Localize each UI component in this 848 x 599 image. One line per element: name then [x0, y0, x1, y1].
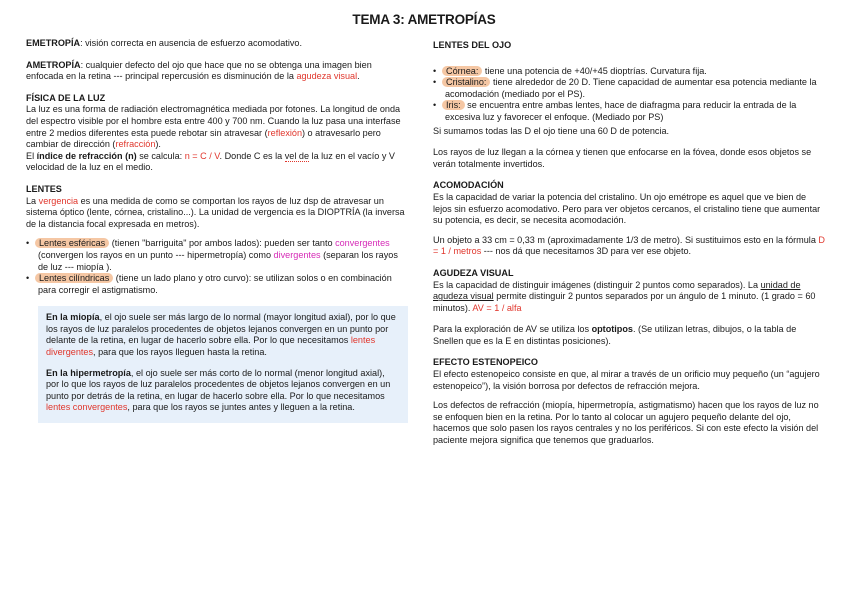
page-title: TEMA 3: AMETROPÍAS: [352, 12, 496, 27]
list-item: • Lentes esféricas (tienen "barriguita" por ambos lados): pueden ser tanto convergentes (convergen los rayos en un punto --- hipermetropía) como divergentes (separan los rayos de luz --- miopía ).: [26, 238, 410, 273]
emetropia-definition: EMETROPÍA: visión correcta en ausencia de esfuerzo acomodativo.: [26, 38, 302, 48]
lentes-section: LENTES La vergencia es una medida de como se comportan los rayos de luz dsp de atravesar un sistema óptico (lente, córnea, cristalino...). La unidad de vergencia es la DIOPTRÍA (la inversa de la distancia focal expresada en metros). • Lentes esféricas (tienen "barriguita" por ambos lados): pueden ser tanto convergentes (convergen los rayos en un punto --- hipermetropía) como divergentes (separan los rayos de luz --- miopía ). • Lentes cilíndricas (tiene un lado plano y otro curvo): se utilizan solos o en combinación para corregir el astigmatismo.: [26, 184, 410, 296]
hipermetropia-paragraph: En la hipermetropía, el ojo suele ser más corto de lo normal (menor longitud axial), por lo que los rayos de luz paralelos procedentes de objetos lejanos convergen en un punto por detrás de la retina, en lugar de hacerlo sobre ella. Por lo que necesitamos lentes convergentes, para que los rayos se juntes antes y lleguen a la retina.: [46, 367, 391, 413]
list-item: • Córnea: tiene una potencia de +40/+45 dioptrías. Curvatura fija.: [433, 66, 825, 78]
acomodacion-heading: ACOMODACIÓN: [433, 180, 504, 191]
estenopeico-heading: EFECTO ESTENOPEICO: [433, 357, 538, 368]
fisica-heading: FÍSICA DE LA LUZ: [26, 92, 106, 103]
sum-text: Si sumamos todas las D el ojo tiene una 60 D de potencia.: [433, 125, 670, 136]
focus-text: Los rayos de luz llegan a la córnea y tienen que enfocarse en la fóvea, donde esos objetos se verán totalmente invertidos.: [433, 147, 812, 169]
agudeza-section: AGUDEZA VISUAL Es la capacidad de distinguir imágenes (distinguir 2 puntos como separados). La unidad de agudeza visual permite distinguir 2 puntos separados por un ángulo de 1 minuto. (1 grado = 60 minutos). AV = 1 / alfa Para la exploración de AV se utiliza los optotipos. (Se utilizan letras, dibujos, o la tabla de Snellen que es la E en distintas posiciones).: [433, 268, 825, 348]
lentes-list: [26, 238, 410, 296]
left-column: [26, 38, 410, 423]
fisica-section: FÍSICA DE LA LUZ La luz es una forma de radiación electromagnética mediada por fotones. La longitud de onda del espectro visible por el hombre esta entre 400 y 700 nm. Cuando la luz pasa una interfase entre 2 medios diferentes esta puede rebotar sin atravesar (reflexión) o atravesarlo pero cambiar de dirección (refracción). El índice de refracción (n) se calcula: n = C / V. Donde C es la vel de la luz en el vacío y V velocidad de la luz en el medio.: [26, 93, 410, 174]
miopia-hipermetropia-box: [38, 306, 408, 423]
agudeza-heading: AGUDEZA VISUAL: [433, 267, 514, 278]
lentes-ojo-heading: LENTES DEL OJO: [433, 40, 512, 50]
list-item: • Lentes cilíndricas (tiene un lado plano y otro curvo): se utilizan solos o en combinación para corregir el astigmatismo.: [26, 273, 410, 296]
miopia-paragraph: En la miopía, el ojo suele ser más largo de lo normal (mayor longitud axial), por lo que los rayos de luz paralelos procedentes de objetos lejanos convergen en un punto por delante de la retina, en lugar de hacerlo sobre ella. Por lo que necesitamos lentes divergentes, para que los rayos lleguen hasta la retina.: [46, 312, 396, 358]
right-column: [433, 38, 825, 457]
estenopeico-section: EFECTO ESTENOPEICO El efecto estenopeico consiste en que, al mirar a través de un orificio muy pequeño (un “agujero estenopeico”), la visión borrosa por defectos de refracción mejora. Los defectos de refracción (miopía, hipermetropía, astigmatismo) hacen que los rayos de luz no se enfoquen bien en la retina. Por lo tanto al colocar un agujero pequeño delante del ojo, hacemos que solo pasen los rayos centrales y no los periféricos. Si con este efecto la visión del paciente mejora significa que tenemos que graduarlos.: [433, 357, 825, 446]
lentes-ojo-section: [433, 40, 825, 170]
list-item: • Iris: se encuentra entre ambas lentes, hace de diafragma para reducir la entrada de la excesiva luz y favorecer el enfoque. (Mediado por PS): [433, 100, 825, 123]
ametropia-definition: AMETROPÍA: cualquier defecto del ojo que hace que no se obtenga una imagen bien enfocada en la retina --- principal repercusión es disminución de la agudeza visual.: [26, 59, 372, 82]
lentes-ojo-list: [433, 66, 825, 124]
lentes-heading: LENTES: [26, 183, 62, 194]
acomodacion-section: ACOMODACIÓN Es la capacidad de variar la potencia del cristalino. Un ojo emétrope es aquel que ve bien de lejos sin esfuerzo acomodativo. Pero para ver objetos cercanos, el cristalino tiene que aumentar su potencia, es decir, se necesita acomodación. Un objeto a 33 cm = 0,33 m (aproximadamente 1/3 de metro). Si sustituimos esto en la fórmula D = 1 / metros --- nos dá que necesitamos 3D para ver ese objeto.: [433, 180, 825, 257]
list-item: • Cristalino: tiene alrededor de 20 D. Tiene capacidad de aumentar esa potencia mediante la acomodación (mediado por el PS).: [433, 77, 825, 100]
